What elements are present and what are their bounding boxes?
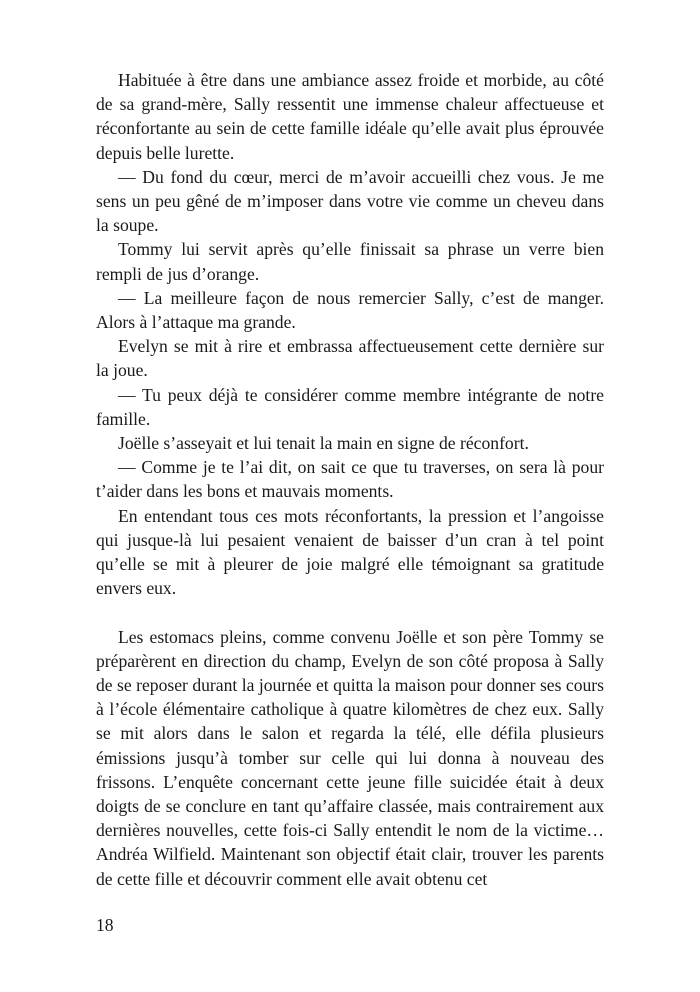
paragraph: Habituée à être dans une ambiance assez froide et morbide, au côté de sa grand-mère, Sally ressentit une immense chaleur affectueuse et réconfortante au sein de cette famille idéale qu’elle avait plus éprouvée depuis belle lurette. (96, 70, 604, 163)
paragraph: Joëlle s’asseyait et lui tenait la main en signe de réconfort. (118, 433, 529, 454)
page-number: 18 (96, 915, 114, 935)
paragraph: — Tu peux déjà te considérer comme membre intégrante de notre famille. (96, 384, 604, 429)
paragraph: — Du fond du cœur, merci de m’avoir accueilli chez vous. Je me sens un peu gêné de m’imposer dans votre vie comme un cheveu dans la soupe. (96, 166, 604, 236)
paragraph: — La meilleure façon de nous remercier Sally, c’est de manger. Alors à l’attaque ma grande. (96, 287, 604, 333)
paragraph: Evelyn se mit à rire et embrassa affectueusement cette dernière sur la joue. (96, 336, 604, 381)
page-body (96, 68, 604, 891)
paragraph: Tommy lui servit après qu’elle finissait sa phrase un verre bien rempli de jus d’orange. (96, 239, 604, 284)
paragraph: — Comme je te l’ai dit, on sait ce que tu traverses, on sera là pour t’aider dans les bons et mauvais moments. (96, 457, 604, 502)
paragraph: Les estomacs pleins, comme convenu Joëlle et son père Tommy se préparèrent en direction du champ, Evelyn de son côté proposa à Sally de se reposer durant la journée et quitta la maison pour donner ses cours à l’école élémentaire catholique à quatre kilomètres de chez eux. Sally se mit alors dans le salon et regarda la télé, elle défila plusieurs émissions jusqu’à tomber sur celle qui lui donna à nouveau des frissons. L’enquête concernant cette jeune fille suicidée était à deux doigts de se conclure en tant qu’affaire classée, mais contrairement aux dernières nouvelles, cette fois-ci Sally entendit le nom de la victime… Andréa Wilfield. Maintenant son objectif était clair, trouver les parents de cette fille et découvrir comment elle avait obtenu cet (96, 626, 604, 889)
paragraph: En entendant tous ces mots réconfortants, la pression et l’angoisse qui jusque-là lui pesaient venaient de baisser d’un cran à tel point qu’elle se mit à pleurer de joie malgré elle témoignant sa gratitude envers eux. (96, 505, 604, 599)
